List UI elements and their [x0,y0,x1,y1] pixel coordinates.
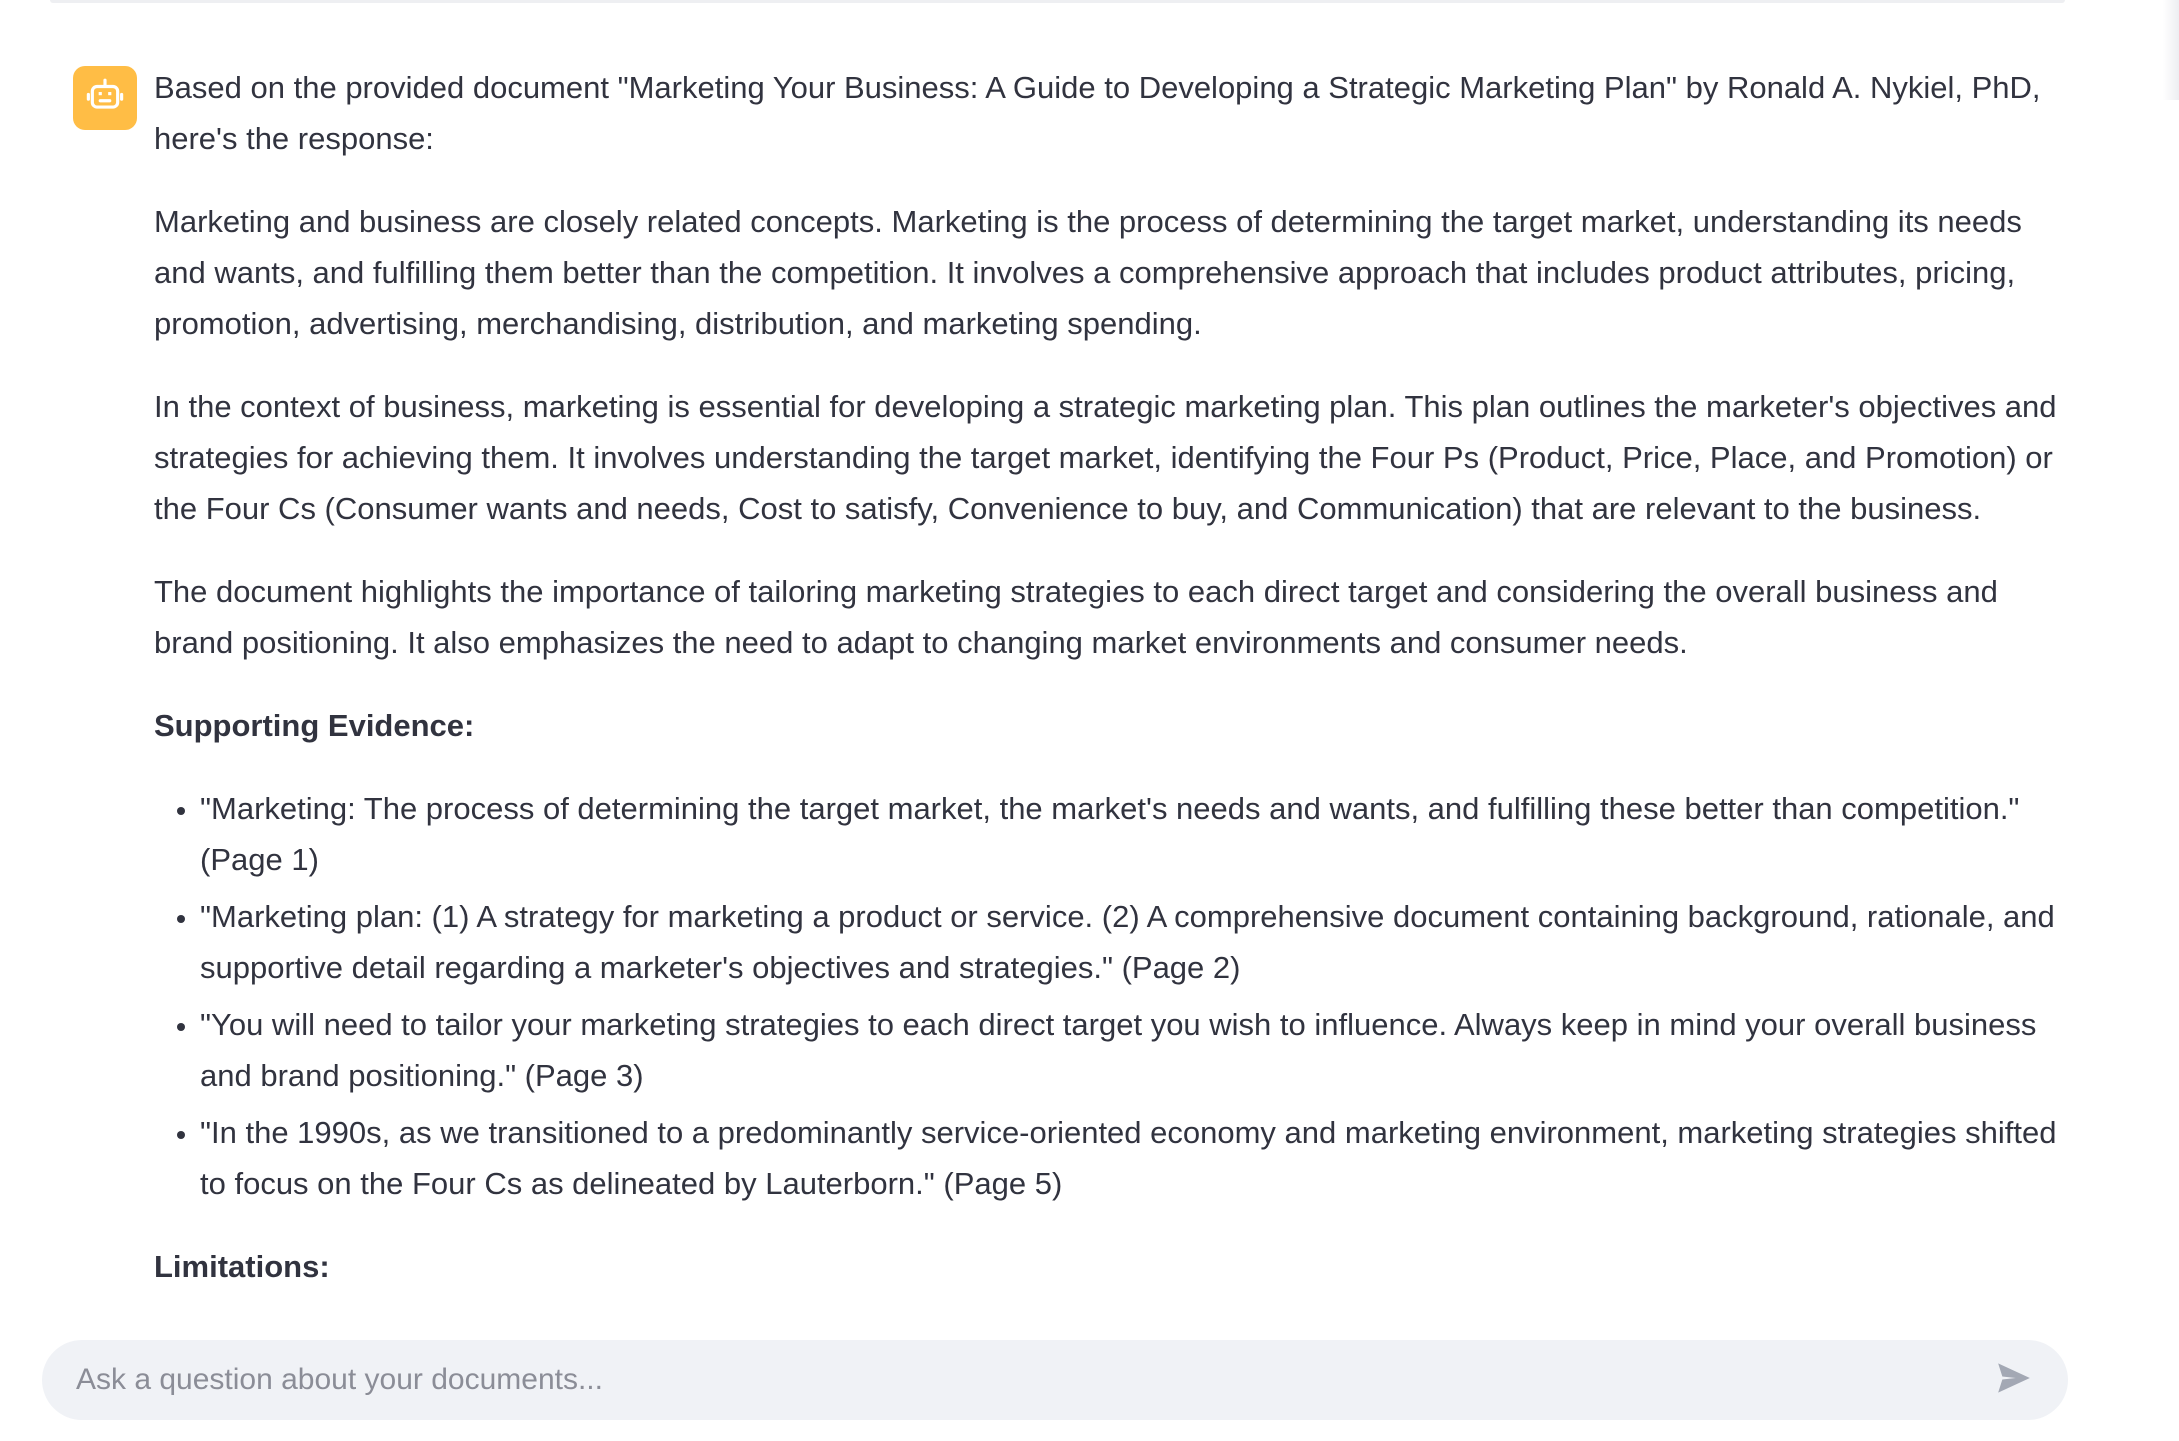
body-paragraph: Marketing and business are closely related concepts. Marketing is the process of determining the target market, understanding its needs and wants, and fulfilling them better than the competition. It involves a comprehensive approach that includes product attributes, pricing, promotion, advertising, merchandising, distribution, and marketing spending. [154,204,2022,341]
evidence-item: • "Marketing plan: (1) A strategy for marketing a product or service. (2) A comprehensive document containing background, rationale, and supportive detail regarding a marketer's objectives and strategies." (Page 2) [200,891,2069,993]
send-button[interactable] [1982,1348,2046,1412]
intro-paragraph: Based on the provided document "Marketing Your Business: A Guide to Developing a Strategic Marketing Plan" by Ronald A. Nykiel, PhD, here's the response: [154,70,2041,156]
top-divider [50,0,2065,3]
body-paragraph: The document highlights the importance of tailoring marketing strategies to each direct target and considering the overall business and brand positioning. It also emphasizes the need to adapt to changing market environments and consumer needs. [154,574,1998,660]
assistant-avatar [73,66,137,130]
robot-icon [86,77,124,120]
evidence-list [154,783,2069,1209]
scroll-edge-shadow [2163,0,2179,100]
supporting-evidence-heading: Supporting Evidence: [154,708,475,743]
send-icon [1994,1358,2034,1403]
evidence-item: • "In the 1990s, as we transitioned to a predominantly service-oriented economy and marketing environment, marketing strategies shifted to focus on the Four Cs as delineated by Lauterborn." (Page 5) [200,1107,2069,1209]
message-content [154,66,2069,1324]
evidence-item: • "You will need to tailor your marketing strategies to each direct target you wish to influence. Always keep in mind your overall business and brand positioning." (Page 3) [200,999,2069,1101]
limitations-heading: Limitations: [154,1249,330,1284]
assistant-message [73,66,2069,1324]
evidence-item: • "Marketing: The process of determining the target market, the market's needs and wants, and fulfilling these better than competition." (Page 1) [200,783,2069,885]
chat-input[interactable] [42,1340,1982,1420]
body-paragraph: In the context of business, marketing is essential for developing a strategic marketing plan. This plan outlines the marketer's objectives and strategies for achieving them. It involves understanding the target market, identifying the Four Ps (Product, Price, Place, and Promotion) or the Four Cs (Consumer wants and needs, Cost to satisfy, Convenience to buy, and Communication) that are relevant to the business. [154,389,2057,526]
chat-input-bar [42,1340,2068,1420]
